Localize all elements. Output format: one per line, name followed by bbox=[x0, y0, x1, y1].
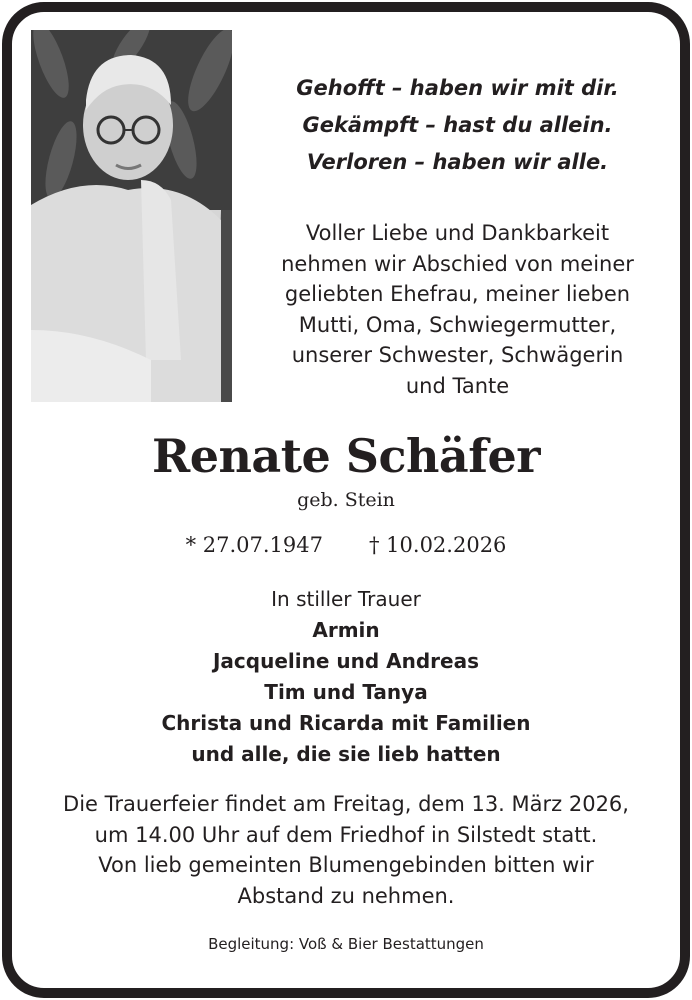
motto-line: Gekämpft – hast du allein. bbox=[302, 113, 613, 137]
intro-line: unserer Schwester, Schwägerin bbox=[291, 343, 624, 367]
service-line: Abstand zu nehmen. bbox=[237, 883, 455, 908]
mourner-line: Christa und Ricarda mit Familien bbox=[161, 711, 531, 735]
birth-date: * 27.07.1947 bbox=[185, 533, 323, 557]
mourner-line: Armin bbox=[312, 618, 380, 642]
mourner-line: Jacqueline und Andreas bbox=[212, 649, 479, 673]
mourner-line: Tim und Tanya bbox=[264, 680, 428, 704]
service-info bbox=[0, 789, 692, 911]
mourner-line: und alle, die sie lieb hatten bbox=[191, 742, 501, 766]
deceased-name: Renate Schäfer bbox=[151, 429, 541, 483]
mourners-block bbox=[0, 584, 692, 770]
maiden-name: geb. Stein bbox=[297, 489, 395, 511]
service-line: um 14.00 Uhr auf dem Friedhof in Silstedt statt. bbox=[94, 822, 598, 847]
funeral-home-credit: Begleitung: Voß & Bier Bestattungen bbox=[208, 935, 484, 953]
mourners-intro: In stiller Trauer bbox=[271, 587, 421, 611]
intro-line: Mutti, Oma, Schwiegermutter, bbox=[298, 312, 617, 337]
motto-line: Verloren – haben wir alle. bbox=[306, 150, 609, 174]
service-line: Die Trauerfeier findet am Freitag, dem 13. März 2026, bbox=[63, 792, 629, 816]
portrait-photo bbox=[31, 30, 232, 402]
motto-line: Gehofft – haben wir mit dir. bbox=[296, 76, 619, 100]
service-line: Von lieb gemeinten Blumengebinden bitten wir bbox=[98, 853, 594, 877]
intro-line: und Tante bbox=[405, 373, 510, 398]
life-dates bbox=[0, 530, 692, 560]
death-date: † 10.02.2026 bbox=[369, 533, 507, 557]
intro-line: Voller Liebe und Dankbarkeit bbox=[305, 221, 610, 245]
intro-text bbox=[245, 218, 670, 401]
intro-line: geliebten Ehefrau, meiner lieben bbox=[284, 282, 631, 306]
portrait-image-icon bbox=[31, 30, 232, 402]
intro-line: nehmen wir Abschied von meiner bbox=[281, 251, 634, 276]
